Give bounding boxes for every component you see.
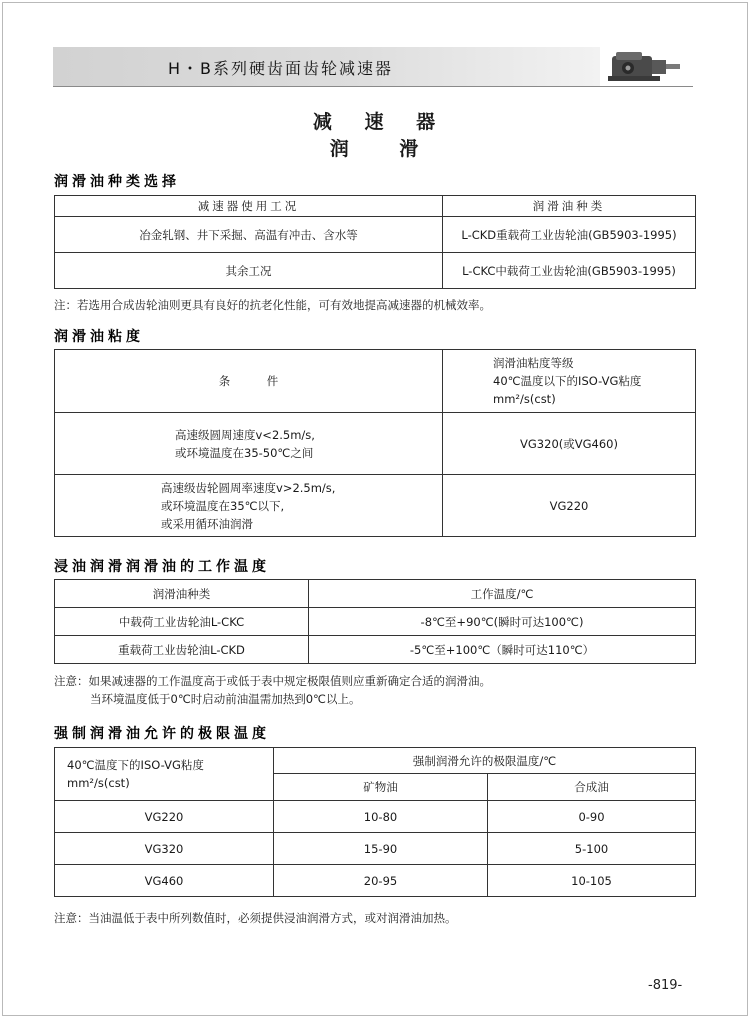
note-oil-type: 注：若选用合成齿轮油则更具有良好的抗老化性能，可有效地提高减速器的机械效率。: [54, 298, 491, 312]
condition-line: 或采用循环油润滑: [161, 516, 253, 531]
table-cell: VG220: [443, 475, 696, 537]
table-cell: [55, 413, 443, 475]
table-header-cell: 合成油: [488, 774, 696, 801]
table-cell: -8℃至+90℃(瞬时可达100℃): [309, 608, 696, 636]
table-header-cell: 润滑油种类: [443, 196, 696, 217]
table-cell: 10-80: [274, 801, 488, 833]
table-header-cell: 润滑油种类: [55, 580, 309, 608]
section-heading-oil-type: 润滑油种类选择: [54, 174, 180, 190]
table-cell: 0-90: [488, 801, 696, 833]
table-row: [55, 636, 696, 664]
viscosity-header-line: 润滑油粘度等级: [493, 356, 574, 370]
viscosity-header-line: mm²/s(cst): [67, 776, 130, 790]
table-row: [55, 801, 696, 833]
table-header-row: [55, 748, 696, 774]
table-cell: VG460: [55, 865, 274, 897]
condition-line: 或环境温度在35-50℃之间: [175, 445, 314, 460]
table-header-cell: 强制润滑允许的极限温度/℃: [274, 748, 696, 774]
table-row: [55, 608, 696, 636]
table-cell: 20-95: [274, 865, 488, 897]
limit-temp-table: [54, 747, 696, 897]
table-header-cell: [55, 748, 274, 801]
table-row: [55, 253, 696, 289]
table-header-cell: 条 件: [55, 350, 443, 413]
table-row: [55, 217, 696, 253]
table-header-row: [55, 580, 696, 608]
page-number: -819-: [648, 978, 683, 993]
viscosity-header-line: 40℃温度下的ISO-VG粘度: [67, 758, 204, 772]
table-cell: VG220: [55, 801, 274, 833]
viscosity-table: [54, 349, 696, 537]
section-heading-working-temp: 浸油润滑润滑油的工作温度: [54, 559, 270, 575]
table-cell: VG320: [55, 833, 274, 865]
condition-line: 高速级齿轮圆周率速度v>2.5m/s,: [161, 480, 336, 495]
main-title-line2: 润 滑: [329, 138, 421, 160]
table-row: [55, 865, 696, 897]
note-working-temp-2: 当环境温度低于0℃时启动前油温需加热到0℃以上。: [90, 692, 361, 706]
header-title: H・B系列硬齿面齿轮减速器: [168, 59, 394, 78]
header-rule: [53, 86, 693, 87]
viscosity-header-line: 40℃温度以下的ISO-VG粘度: [493, 374, 642, 388]
table-row: [55, 413, 696, 475]
gear-reducer-icon: [606, 46, 686, 86]
condition-line: 或环境温度在35℃以下,: [161, 498, 285, 513]
table-cell: VG320(或VG460): [443, 413, 696, 475]
table-header-cell: 矿物油: [274, 774, 488, 801]
table-row: [55, 475, 696, 537]
viscosity-header-line: mm²/s(cst): [493, 392, 556, 406]
section-heading-viscosity: 润滑油粘度: [54, 329, 144, 345]
working-temp-table: [54, 579, 696, 664]
main-title-line1: 减 速 器: [312, 111, 438, 133]
table-header-row: [55, 196, 696, 217]
table-header-cell: 减速器使用工况: [55, 196, 443, 217]
table-cell: 5-100: [488, 833, 696, 865]
table-header-cell: 工作温度/℃: [309, 580, 696, 608]
table-cell: L-CKD重载荷工业齿轮油(GB5903-1995): [443, 217, 696, 253]
note-working-temp-1: 注意：如果减速器的工作温度高于或低于表中规定极限值则应重新确定合适的润滑油。: [54, 674, 491, 688]
table-cell: L-CKC中载荷工业齿轮油(GB5903-1995): [443, 253, 696, 289]
table-cell: 15-90: [274, 833, 488, 865]
note-limit-temp: 注意：当油温低于表中所列数值时，必须提供浸油润滑方式，或对润滑油加热。: [54, 911, 457, 925]
table-cell: 中载荷工业齿轮油L-CKC: [55, 608, 309, 636]
oil-type-table: [54, 195, 696, 289]
table-cell: -5℃至+100℃（瞬时可达110℃）: [309, 636, 696, 664]
table-row: [55, 833, 696, 865]
section-heading-limit-temp: 强制润滑油允许的极限温度: [54, 726, 270, 742]
table-header-cell: [443, 350, 696, 413]
table-cell: [55, 475, 443, 537]
table-cell: 重载荷工业齿轮油L-CKD: [55, 636, 309, 664]
table-header-row: [55, 350, 696, 413]
table-cell: 10-105: [488, 865, 696, 897]
table-cell: 冶金轧钢、井下采掘、高温有冲击、含水等: [55, 217, 443, 253]
table-cell: 其余工况: [55, 253, 443, 289]
condition-line: 高速级圆周速度v<2.5m/s,: [175, 427, 315, 442]
